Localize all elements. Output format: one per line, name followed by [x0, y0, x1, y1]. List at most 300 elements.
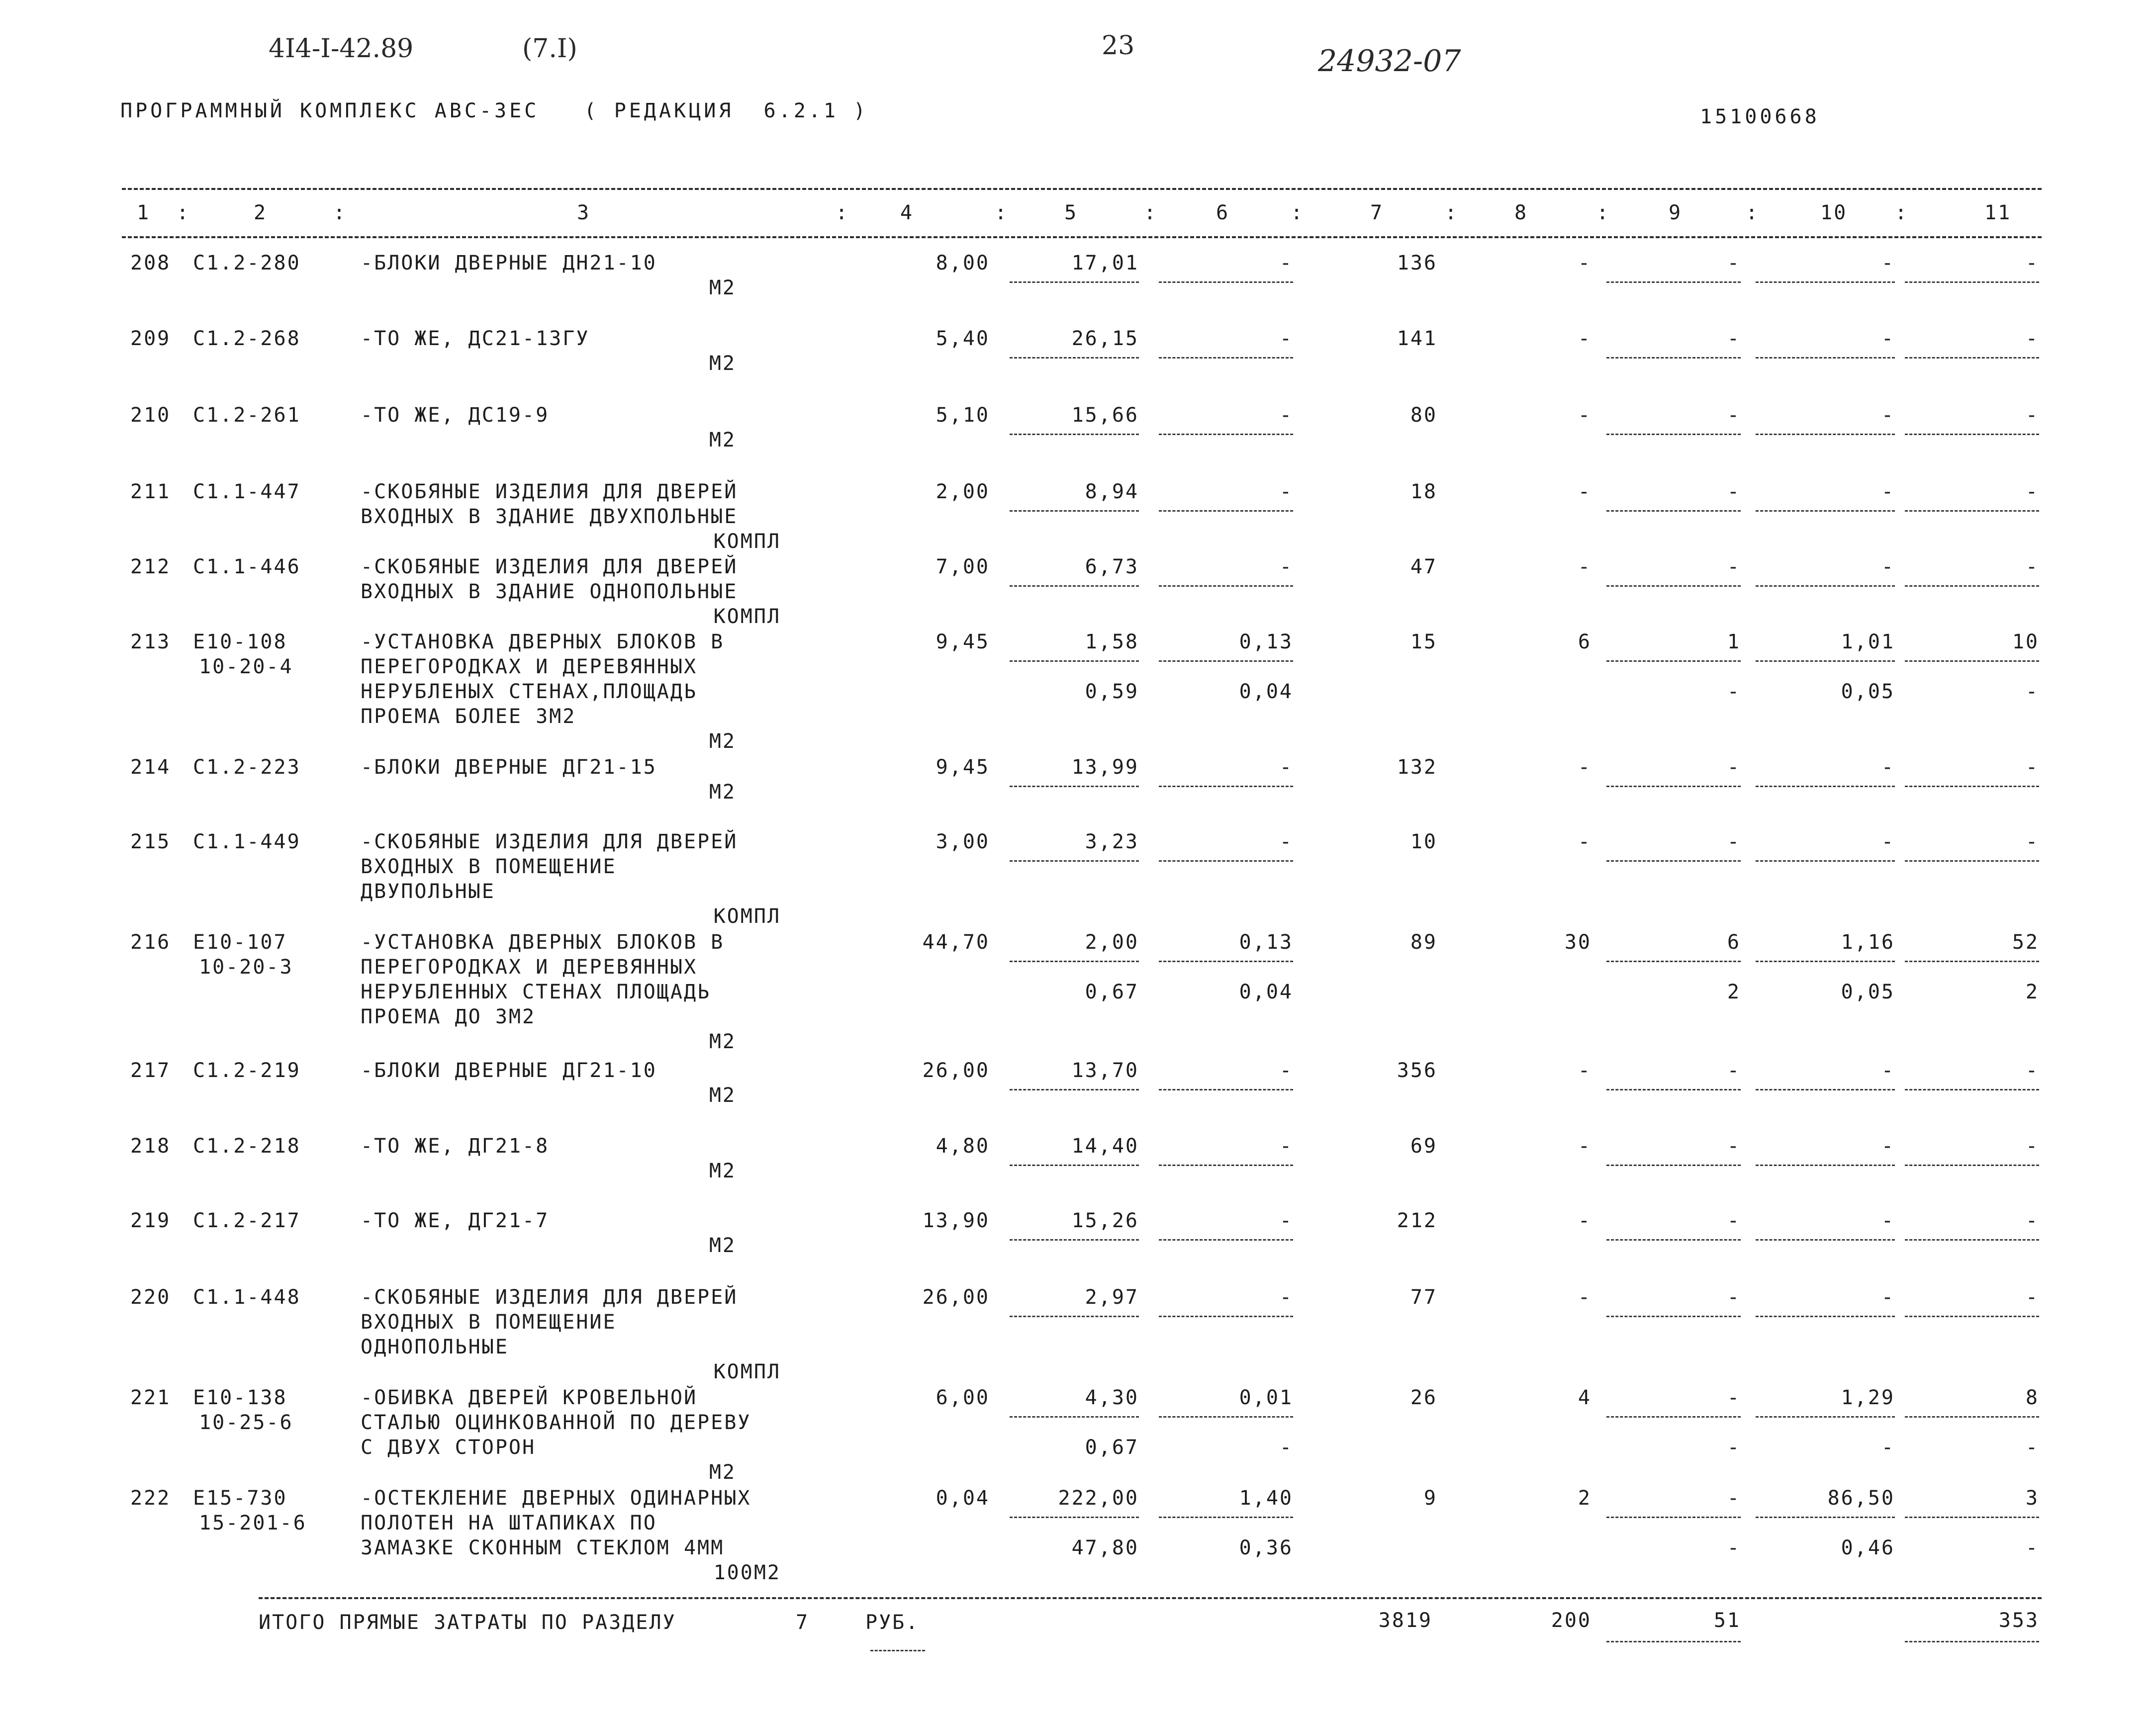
row-col8-value: - [1578, 327, 1592, 350]
row-col5-price: 15,66 [1071, 404, 1139, 427]
row-sub-rule-11 [1905, 786, 2039, 787]
row-sub-rule-6 [1159, 1517, 1293, 1518]
row-col6-wage: 0,04 [1239, 680, 1293, 703]
row-sub-rule-10 [1756, 281, 1895, 283]
row-col11-value: 3 [2025, 1487, 2039, 1510]
total-col9: 51 [1713, 1609, 1741, 1632]
column-separator: : [1445, 201, 1459, 224]
row-description-line: ПЕРЕГОРОДКАХ И ДЕРЕВЯННЫХ [361, 655, 698, 678]
row-sub-rule-9 [1606, 961, 1741, 962]
row-col9-value: - [1727, 1386, 1741, 1409]
column-heading-4: 4 [900, 201, 914, 224]
row-col7-value: 69 [1410, 1135, 1437, 1158]
row-sub-rule-11 [1905, 1316, 2039, 1317]
column-heading-10: 10 [1820, 201, 1848, 224]
row-sub-rule-5 [1010, 1316, 1139, 1317]
row-description-line: -ОБИВКА ДВЕРЕЙ КРОВЕЛЬНОЙ [361, 1386, 698, 1409]
row-sub-rule-11 [1905, 434, 2039, 435]
column-heading-5: 5 [1064, 201, 1078, 224]
column-heading-3: 3 [577, 201, 591, 224]
row-unit: М2 [709, 1461, 736, 1484]
row-sub-rule-11 [1905, 510, 2039, 512]
row-description-line: ВХОДНЫХ В ЗДАНИЕ ОДНОПОЛЬНЫЕ [361, 580, 738, 603]
row-number: 209 [130, 327, 171, 350]
row-col7-value: 10 [1410, 830, 1437, 853]
column-heading-11: 11 [1984, 201, 2012, 224]
row-number: 216 [130, 931, 171, 954]
row-col8-value: - [1578, 480, 1592, 503]
row-sub-rule-5 [1010, 1239, 1139, 1241]
row-sub-rule-5 [1010, 510, 1139, 512]
row-sub-rule-5 [1010, 434, 1139, 435]
row-sub-rule-9 [1606, 510, 1741, 512]
row-sub-rule-5 [1010, 660, 1139, 662]
row-col11-wage: - [2025, 1536, 2039, 1559]
row-col6-value: 0,13 [1239, 931, 1293, 954]
row-col9-wage: - [1727, 680, 1741, 703]
row-description-line: -СКОБЯНЫЕ ИЗДЕЛИЯ ДЛЯ ДВЕРЕЙ [361, 830, 738, 853]
row-sub-rule-10 [1756, 1165, 1895, 1166]
row-col10-value: - [1881, 830, 1895, 853]
row-sub-rule-10 [1756, 1089, 1895, 1090]
total-label: ИТОГО ПРЯМЫЕ ЗАТРАТЫ ПО РАЗДЕЛУ [259, 1611, 676, 1634]
row-description-line: ВХОДНЫХ В ЗДАНИЕ ДВУХПОЛЬНЫЕ [361, 505, 738, 528]
total-sub-rule-11 [1905, 1641, 2039, 1642]
row-sub-rule-9 [1606, 585, 1741, 587]
column-separator: : [333, 201, 347, 224]
row-col6-value: - [1279, 1135, 1293, 1158]
row-col10-wage: 0,46 [1841, 1536, 1895, 1559]
column-separator: : [1895, 201, 1909, 224]
row-sub-rule-11 [1905, 660, 2039, 662]
row-sub-rule-9 [1606, 434, 1741, 435]
column-heading-8: 8 [1514, 201, 1528, 224]
row-description-line: НЕРУБЛЕННЫХ СТЕНАХ ПЛОЩАДЬ [361, 981, 711, 1003]
row-col6-value: 0,01 [1239, 1386, 1293, 1409]
row-number: 221 [130, 1386, 171, 1409]
row-col11-value: - [2025, 756, 2039, 779]
row-description-line: -СКОБЯНЫЕ ИЗДЕЛИЯ ДЛЯ ДВЕРЕЙ [361, 1286, 738, 1309]
row-col9-value: - [1727, 1487, 1741, 1510]
column-heading-1: 1 [137, 201, 151, 224]
row-sub-rule-5 [1010, 860, 1139, 862]
row-col11-value: - [2025, 1209, 2039, 1232]
row-col8-value: - [1578, 1059, 1592, 1082]
row-sub-rule-5 [1010, 585, 1139, 587]
row-quantity: 9,45 [936, 630, 990, 653]
row-col6-value: - [1279, 1286, 1293, 1309]
row-col7-value: 15 [1410, 630, 1437, 653]
row-col10-wage: - [1881, 1436, 1895, 1459]
row-sub-rule-10 [1756, 1517, 1895, 1518]
row-sub-rule-6 [1159, 860, 1293, 862]
row-description-line: -УСТАНОВКА ДВЕРНЫХ БЛОКОВ В [361, 931, 725, 954]
row-code: С1.1-449 [193, 830, 301, 853]
row-col6-value: - [1279, 327, 1293, 350]
row-description-line: ВХОДНЫХ В ПОМЕЩЕНИЕ [361, 855, 617, 878]
row-unit: КОМПЛ [713, 530, 781, 553]
column-heading-2: 2 [254, 201, 268, 224]
row-col9-value: - [1727, 404, 1741, 427]
row-col5-price: 222,00 [1058, 1487, 1139, 1510]
row-col10-value: - [1881, 1286, 1895, 1309]
column-separator: : [1144, 201, 1158, 224]
row-col6-value: - [1279, 1209, 1293, 1232]
row-col9-value: - [1727, 1286, 1741, 1309]
row-sub-rule-6 [1159, 660, 1293, 662]
row-col7-value: 141 [1397, 327, 1437, 350]
row-description-line: -СКОБЯНЫЕ ИЗДЕЛИЯ ДЛЯ ДВЕРЕЙ [361, 555, 738, 578]
program-title: ПРОГРАММНЫЙ КОМПЛЕКС АВС-3ЕС ( РЕДАКЦИЯ 6.2.1 ) [120, 99, 869, 122]
row-code: Е10-107 [193, 931, 287, 954]
row-quantity: 13,90 [922, 1209, 990, 1232]
row-col11-value: - [2025, 1059, 2039, 1082]
row-code: Е10-108 [193, 630, 287, 653]
row-sub-rule-10 [1756, 1316, 1895, 1317]
row-col7-value: 47 [1410, 555, 1437, 578]
row-col7-value: 89 [1410, 931, 1437, 954]
row-col8-value: - [1578, 830, 1592, 853]
row-col10-value: - [1881, 1209, 1895, 1232]
row-sub-rule-6 [1159, 786, 1293, 787]
row-sub-rule-6 [1159, 1239, 1293, 1241]
row-col8-value: - [1578, 756, 1592, 779]
row-unit: М2 [709, 1030, 736, 1053]
row-sub-rule-10 [1756, 786, 1895, 787]
row-col8-value: - [1578, 404, 1592, 427]
row-number: 217 [130, 1059, 171, 1082]
row-col9-value: - [1727, 756, 1741, 779]
total-currency-rule [870, 1650, 925, 1651]
row-col8-value: - [1578, 1286, 1592, 1309]
column-heading-7: 7 [1370, 201, 1384, 224]
row-description-line: -ТО ЖЕ, ДГ21-8 [361, 1135, 550, 1158]
row-col6-value: - [1279, 555, 1293, 578]
section-number: (7.I) [522, 34, 577, 64]
row-description-line: -БЛОКИ ДВЕРНЫЕ ДН21-10 [361, 252, 657, 274]
row-col6-wage: - [1279, 1436, 1293, 1459]
row-code: С1.2-219 [193, 1059, 301, 1082]
row-col11-value: - [2025, 327, 2039, 350]
row-col6-value: 0,13 [1239, 630, 1293, 653]
row-description-line: ПОЛОТЕН НА ШТАПИКАХ ПО [361, 1512, 657, 1534]
row-col5-price: 14,40 [1071, 1135, 1139, 1158]
row-col7-value: 9 [1423, 1487, 1437, 1510]
row-col9-wage: - [1727, 1436, 1741, 1459]
row-sub-rule-5 [1010, 786, 1139, 787]
row-unit: 100М2 [713, 1561, 781, 1584]
row-sub-rule-6 [1159, 1416, 1293, 1418]
row-sub-rule-9 [1606, 786, 1741, 787]
row-col10-value: - [1881, 1059, 1895, 1082]
row-quantity: 0,04 [936, 1487, 990, 1510]
row-col5-price: 13,70 [1071, 1059, 1139, 1082]
row-col8-value: - [1578, 1135, 1592, 1158]
row-sub-rule-10 [1756, 860, 1895, 862]
row-sub-rule-5 [1010, 961, 1139, 962]
row-col6-wage: 0,04 [1239, 981, 1293, 1003]
row-col10-value: - [1881, 404, 1895, 427]
row-number: 215 [130, 830, 171, 853]
row-sub-rule-6 [1159, 434, 1293, 435]
row-quantity: 4,80 [936, 1135, 990, 1158]
row-sub-rule-9 [1606, 1416, 1741, 1418]
row-sub-rule-5 [1010, 357, 1139, 359]
row-col7-value: 26 [1410, 1386, 1437, 1409]
row-col5-wage: 0,59 [1085, 680, 1139, 703]
page-number: 23 [1102, 31, 1135, 61]
row-description-line: ДВУПОЛЬНЫЕ [361, 880, 495, 903]
row-col10-value: - [1881, 756, 1895, 779]
row-sub-rule-11 [1905, 357, 2039, 359]
row-sub-rule-9 [1606, 1165, 1741, 1166]
row-unit: М2 [709, 429, 736, 451]
row-unit: КОМПЛ [713, 1360, 781, 1383]
row-col6-value: - [1279, 756, 1293, 779]
row-col8-value: 2 [1578, 1487, 1592, 1510]
row-quantity: 6,00 [936, 1386, 990, 1409]
row-description-line: -ТО ЖЕ, ДС21-13ГУ [361, 327, 590, 350]
row-sub-rule-9 [1606, 860, 1741, 862]
row-sub-rule-11 [1905, 1089, 2039, 1090]
row-code: С1.1-448 [193, 1286, 301, 1309]
column-separator: : [836, 201, 849, 224]
row-sub-rule-6 [1159, 1089, 1293, 1090]
header-top-rule [122, 188, 2042, 190]
row-col10-value: - [1881, 555, 1895, 578]
row-col7-value: 80 [1410, 404, 1437, 427]
row-col11-value: 10 [2012, 630, 2039, 653]
row-code: С1.2-280 [193, 252, 301, 274]
row-col11-value: 52 [2012, 931, 2039, 954]
row-quantity: 26,00 [922, 1286, 990, 1309]
row-sub-rule-9 [1606, 1517, 1741, 1518]
row-col8-value: - [1578, 252, 1592, 274]
row-unit: М2 [709, 1234, 736, 1257]
row-sub-rule-6 [1159, 281, 1293, 283]
row-description-line: НЕРУБЛЕНЫХ СТЕНАХ,ПЛОЩАДЬ [361, 680, 698, 703]
row-code: С1.2-223 [193, 756, 301, 779]
row-sub-rule-6 [1159, 510, 1293, 512]
row-sub-rule-11 [1905, 860, 2039, 862]
row-unit: КОМПЛ [713, 605, 781, 628]
row-col7-value: 356 [1397, 1059, 1437, 1082]
row-col9-value: - [1727, 1209, 1741, 1232]
row-code: С1.2-261 [193, 404, 301, 427]
row-quantity: 26,00 [922, 1059, 990, 1082]
document-code: 4I4-I-42.89 [269, 34, 414, 64]
row-sub-rule-5 [1010, 281, 1139, 283]
row-col5-wage: 47,80 [1071, 1536, 1139, 1559]
row-quantity: 44,70 [922, 931, 990, 954]
row-col7-value: 18 [1410, 480, 1437, 503]
row-sub-rule-9 [1606, 660, 1741, 662]
row-col6-value: - [1279, 830, 1293, 853]
row-sub-rule-10 [1756, 961, 1895, 962]
row-col5-price: 15,26 [1071, 1209, 1139, 1232]
row-unit: М2 [709, 730, 736, 753]
column-separator: : [177, 201, 190, 224]
row-col10-value: - [1881, 327, 1895, 350]
row-col9-value: - [1727, 830, 1741, 853]
row-col7-value: 136 [1397, 252, 1437, 274]
row-sub-rule-11 [1905, 1165, 2039, 1166]
row-description-line: С ДВУХ СТОРОН [361, 1436, 536, 1459]
row-unit: М2 [709, 1084, 736, 1107]
row-sub-rule-5 [1010, 1089, 1139, 1090]
total-col7: 3819 [1378, 1609, 1432, 1632]
row-col10-value: 1,29 [1841, 1386, 1895, 1409]
row-col6-value: 1,40 [1239, 1487, 1293, 1510]
row-code: С1.2-268 [193, 327, 301, 350]
row-sub-rule-10 [1756, 1239, 1895, 1241]
row-sub-rule-5 [1010, 1517, 1139, 1518]
row-col9-value: 1 [1727, 630, 1741, 653]
row-number: 218 [130, 1135, 171, 1158]
row-quantity: 5,10 [936, 404, 990, 427]
total-sub-rule-9 [1606, 1641, 1741, 1642]
row-col5-price: 6,73 [1085, 555, 1139, 578]
row-description-line: ВХОДНЫХ В ПОМЕЩЕНИЕ [361, 1311, 617, 1334]
row-sub-rule-6 [1159, 1316, 1293, 1317]
row-sub-rule-6 [1159, 961, 1293, 962]
row-description-line: ПРОЕМА ДО 3М2 [361, 1005, 536, 1028]
column-separator: : [1291, 201, 1305, 224]
row-col5-price: 8,94 [1085, 480, 1139, 503]
total-currency: РУБ. [865, 1611, 920, 1634]
row-code: С1.2-217 [193, 1209, 301, 1232]
row-code-secondary: 15-201-6 [199, 1512, 307, 1534]
row-col5-price: 17,01 [1071, 252, 1139, 274]
row-col10-wage: 0,05 [1841, 680, 1895, 703]
row-code-secondary: 10-20-3 [199, 956, 293, 979]
row-unit: М2 [709, 1160, 736, 1182]
row-sub-rule-5 [1010, 1165, 1139, 1166]
total-top-rule [259, 1597, 2042, 1599]
row-col9-value: - [1727, 1135, 1741, 1158]
row-code: Е10-138 [193, 1386, 287, 1409]
row-quantity: 5,40 [936, 327, 990, 350]
row-number: 220 [130, 1286, 171, 1309]
row-unit: М2 [709, 276, 736, 299]
row-code-secondary: 10-20-4 [199, 655, 293, 678]
row-col8-value: 30 [1564, 931, 1592, 954]
row-sub-rule-11 [1905, 1416, 2039, 1418]
row-col9-value: - [1727, 252, 1741, 274]
row-sub-rule-6 [1159, 357, 1293, 359]
row-sub-rule-9 [1606, 1316, 1741, 1317]
row-description-line: СТАЛЬЮ ОЦИНКОВАННОЙ ПО ДЕРЕВУ [361, 1411, 751, 1434]
row-sub-rule-11 [1905, 961, 2039, 962]
row-number: 208 [130, 252, 171, 274]
row-sub-rule-11 [1905, 281, 2039, 283]
row-col6-wage: 0,36 [1239, 1536, 1293, 1559]
row-col7-value: 212 [1397, 1209, 1437, 1232]
row-col9-value: 6 [1727, 931, 1741, 954]
row-col11-value: - [2025, 404, 2039, 427]
row-col5-wage: 0,67 [1085, 1436, 1139, 1459]
row-sub-rule-11 [1905, 585, 2039, 587]
row-number: 211 [130, 480, 171, 503]
row-number: 214 [130, 756, 171, 779]
row-col10-value: - [1881, 480, 1895, 503]
row-col5-price: 26,15 [1071, 327, 1139, 350]
row-col8-value: 6 [1578, 630, 1592, 653]
row-col8-value: - [1578, 555, 1592, 578]
row-description-line: -СКОБЯНЫЕ ИЗДЕЛИЯ ДЛЯ ДВЕРЕЙ [361, 480, 738, 503]
row-col6-value: - [1279, 480, 1293, 503]
header-bottom-rule [122, 236, 2042, 238]
row-col11-value: - [2025, 1135, 2039, 1158]
row-quantity: 9,45 [936, 756, 990, 779]
row-col5-wage: 0,67 [1085, 981, 1139, 1003]
row-description-line: -ТО ЖЕ, ДС19-9 [361, 404, 550, 427]
row-col5-price: 4,30 [1085, 1386, 1139, 1409]
row-description-line: ЗАМАЗКЕ СКОННЫМ СТЕКЛОМ 4ММ [361, 1536, 725, 1559]
row-sub-rule-6 [1159, 1165, 1293, 1166]
row-col5-price: 1,58 [1085, 630, 1139, 653]
row-col11-value: - [2025, 480, 2039, 503]
row-col10-value: - [1881, 252, 1895, 274]
row-unit: М2 [709, 352, 736, 375]
row-sub-rule-9 [1606, 281, 1741, 283]
row-col11-wage: - [2025, 680, 2039, 703]
row-col6-value: - [1279, 252, 1293, 274]
row-number: 219 [130, 1209, 171, 1232]
column-heading-6: 6 [1216, 201, 1230, 224]
row-sub-rule-9 [1606, 1089, 1741, 1090]
row-number: 212 [130, 555, 171, 578]
row-sub-rule-11 [1905, 1517, 2039, 1518]
row-col9-wage: - [1727, 1536, 1741, 1559]
row-sub-rule-9 [1606, 357, 1741, 359]
row-description-line: -ОСТЕКЛЕНИЕ ДВЕРНЫХ ОДИНАРНЫХ [361, 1487, 751, 1510]
row-unit: М2 [709, 781, 736, 804]
row-col11-value: 8 [2025, 1386, 2039, 1409]
row-col9-value: - [1727, 555, 1741, 578]
row-col10-value: 86,50 [1827, 1487, 1895, 1510]
row-col5-price: 2,97 [1085, 1286, 1139, 1309]
row-col6-value: - [1279, 1059, 1293, 1082]
row-col11-value: - [2025, 252, 2039, 274]
row-quantity: 3,00 [936, 830, 990, 853]
row-description-line: -БЛОКИ ДВЕРНЫЕ ДГ21-15 [361, 756, 657, 779]
row-col6-value: - [1279, 404, 1293, 427]
row-number: 213 [130, 630, 171, 653]
row-col11-wage: 2 [2025, 981, 2039, 1003]
row-description-line: ОДНОПОЛЬНЫЕ [361, 1336, 509, 1358]
row-quantity: 8,00 [936, 252, 990, 274]
row-col8-value: 4 [1578, 1386, 1592, 1409]
row-col9-value: - [1727, 327, 1741, 350]
column-heading-9: 9 [1669, 201, 1683, 224]
row-col5-price: 3,23 [1085, 830, 1139, 853]
document-id: 15100668 [1700, 105, 1820, 128]
row-sub-rule-10 [1756, 510, 1895, 512]
column-separator: : [995, 201, 1009, 224]
row-description-line: ПЕРЕГОРОДКАХ И ДЕРЕВЯННЫХ [361, 956, 698, 979]
total-col11: 353 [1998, 1609, 2039, 1632]
row-number: 210 [130, 404, 171, 427]
row-col11-value: - [2025, 1286, 2039, 1309]
row-col11-wage: - [2025, 1436, 2039, 1459]
row-code-secondary: 10-25-6 [199, 1411, 293, 1434]
row-code: Е15-730 [193, 1487, 287, 1510]
row-description-line: -ТО ЖЕ, ДГ21-7 [361, 1209, 550, 1232]
row-sub-rule-10 [1756, 1416, 1895, 1418]
row-code: С1.1-447 [193, 480, 301, 503]
handwritten-number: 24932-07 [1318, 44, 1461, 79]
